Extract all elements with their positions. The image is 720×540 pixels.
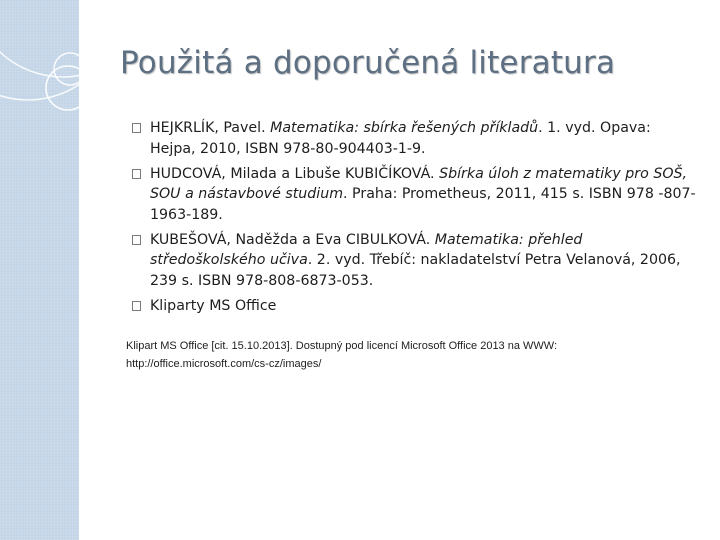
reference-author: HEJKRLÍK, Pavel. xyxy=(150,120,271,136)
bullet-icon xyxy=(132,235,141,245)
list-item xyxy=(130,118,700,159)
bullet-icon xyxy=(132,301,141,311)
reference-details: . 2. vyd. Třebíč: nakladatelství Petra Velanová, 2006, 239 s. ISBN 978-808-6873-053. xyxy=(150,252,681,289)
reference-details: . Praha: Prometheus, 2011, 415 s. ISBN 978 -807-1963-189. xyxy=(150,186,696,223)
sidebar-panel xyxy=(0,0,79,540)
reference-list xyxy=(130,118,700,321)
reference-author: HUDCOVÁ, Milada a Libuše KUBIČÍKOVÁ. xyxy=(150,165,440,182)
bullet-icon xyxy=(132,169,141,179)
bullet-icon xyxy=(132,123,141,133)
reference-details: . 1. vyd. Opava: Hejpa, 2010, ISBN 978-80-904403-1-9. xyxy=(150,120,651,157)
reference-title: Matematika: přehled středoškolského učiva xyxy=(150,231,583,268)
list-item xyxy=(130,230,700,292)
page-title: Použitá a doporučená literatura xyxy=(120,45,616,81)
reference-author: Kliparty MS Office xyxy=(150,297,277,314)
reference-title: Sbírka úloh z matematiky pro SOŠ, SOU a nástavbové studium xyxy=(150,165,688,202)
reference-author: KUBEŠOVÁ, Naděžda a Eva CIBULKOVÁ. xyxy=(150,231,435,248)
image-credit xyxy=(126,337,706,373)
credit-line: Klipart MS Office [cit. 15.10.2013]. Dostupný pod licencí Microsoft Office 2013 na WWW: xyxy=(126,340,558,352)
credit-url: http://office.microsoft.com/cs-cz/images/ xyxy=(126,358,322,370)
list-item xyxy=(130,296,700,317)
list-item xyxy=(130,164,700,226)
reference-title: Matematika: sbírka řešených příkladů xyxy=(270,120,539,136)
